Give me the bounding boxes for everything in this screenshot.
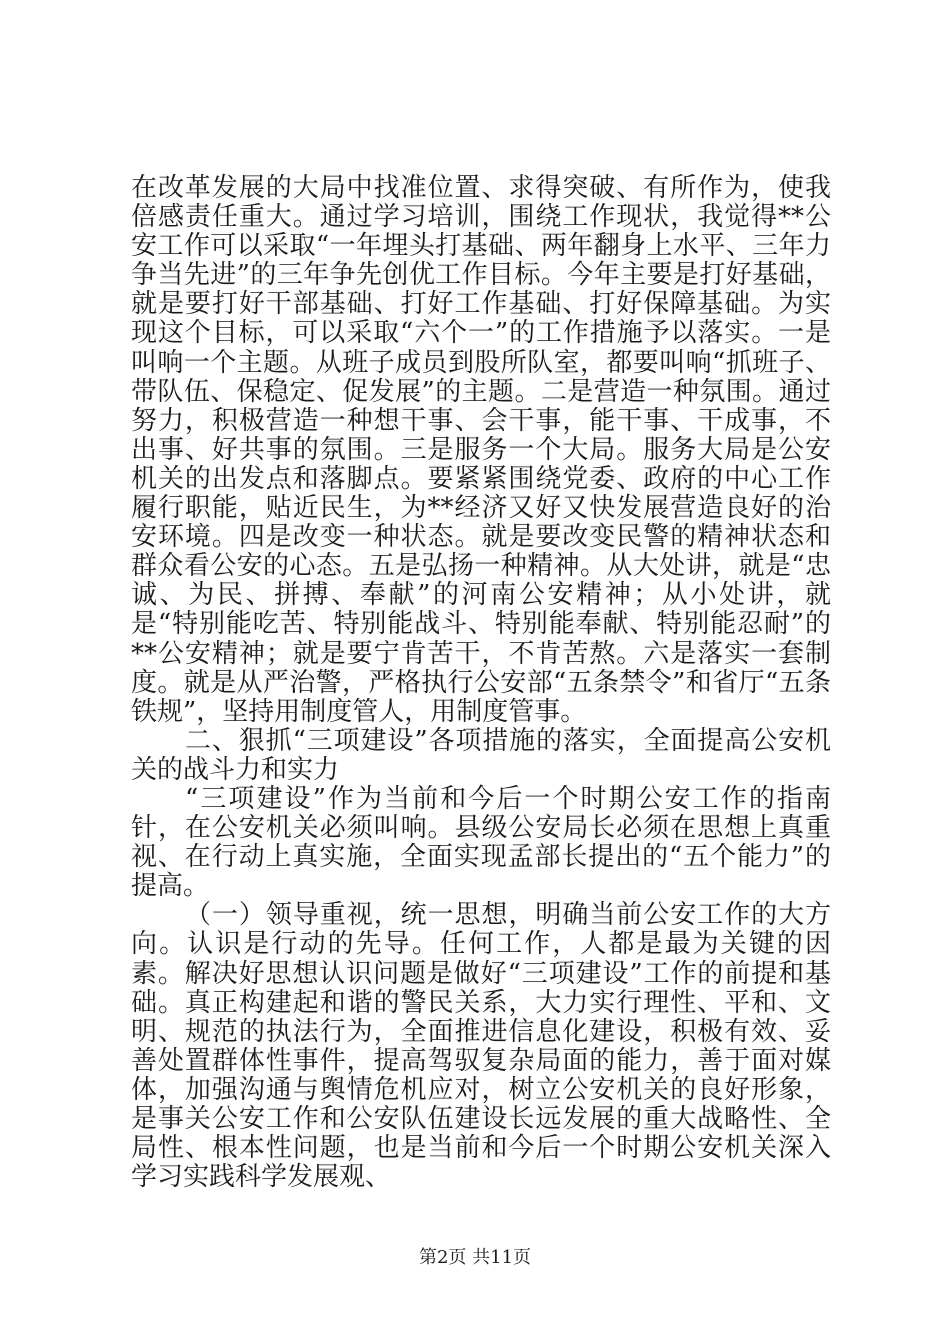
body-text [131, 174, 831, 1192]
section-heading: 二、狠抓“三项建设”各项措施的落实，全面提高公安机关的战斗力和实力 [131, 725, 831, 785]
paragraph-leadership: （一）领导重视，统一思想，明确当前公安工作的大方向。认识是行动的先导。任何工作，人都是最为关键的因素。解决好思想认识问题是做好“三项建设”工作的前提和基础。真正构建起和谐的警民关系，大力实行理性、平和、文明、规范的执法行为，全面推进信息化建设，积极有效、妥善处置群体性事件，提高驾驭复杂局面的能力，善于面对媒体，加强沟通与舆情危机应对，树立公安机关的良好形象，是事关公安工作和公安队伍建设长远发展的重大战略性、全局性、根本性问题，也是当前和今后一个时期公安机关深入学习实践科学发展观、 [131, 900, 831, 1193]
paragraph-three-constructions: “三项建设”作为当前和今后一个时期公安工作的指南针，在公安机关必须叫响。县级公安局长必须在思想上真重视、在行动上真实施，全面实现孟部长提出的“五个能力”的提高。 [131, 783, 831, 902]
paragraph-continuation: 在改革发展的大局中找准位置、求得突破、有所作为，使我倍感责任重大。通过学习培训，围绕工作现状，我觉得**公安工作可以采取“一年埋头打基础、两年翻身上水平、三年力争当先进”的三年争先创优工作目标。今年主要是打好基础，就是要打好干部基础、打好工作基础、打好保障基础。为实现这个目标，可以采取“六个一”的工作措施予以落实。一是叫响一个主题。从班子成员到股所队室，都要叫响“抓班子、带队伍、保稳定、促发展”的主题。二是营造一种氛围。通过努力，积极营造一种想干事、会干事，能干事、干成事，不出事、好共事的氛围。三是服务一个大局。服务大局是公安机关的出发点和落脚点。要紧紧围绕党委、政府的中心工作履行职能，贴近民生，为**经济又好又快发展营造良好的治安环境。四是改变一种状态。就是要改变民警的精神状态和群众看公安的心态。五是弘扬一种精神。从大处讲，就是“忠诚、为民、拼搏、奉献”的河南公安精神；从小处讲，就是“特别能吃苦、特别能战斗、特别能奉献、特别能忍耐”的**公安精神；就是要宁肯苦干，不肯苦熬。六是落实一套制度。就是从严治警，严格执行公安部“五条禁令”和省厅“五条铁规”，坚持用制度管人，用制度管事。 [131, 173, 831, 727]
page-footer: 第2页 共11页 [418, 1247, 532, 1268]
